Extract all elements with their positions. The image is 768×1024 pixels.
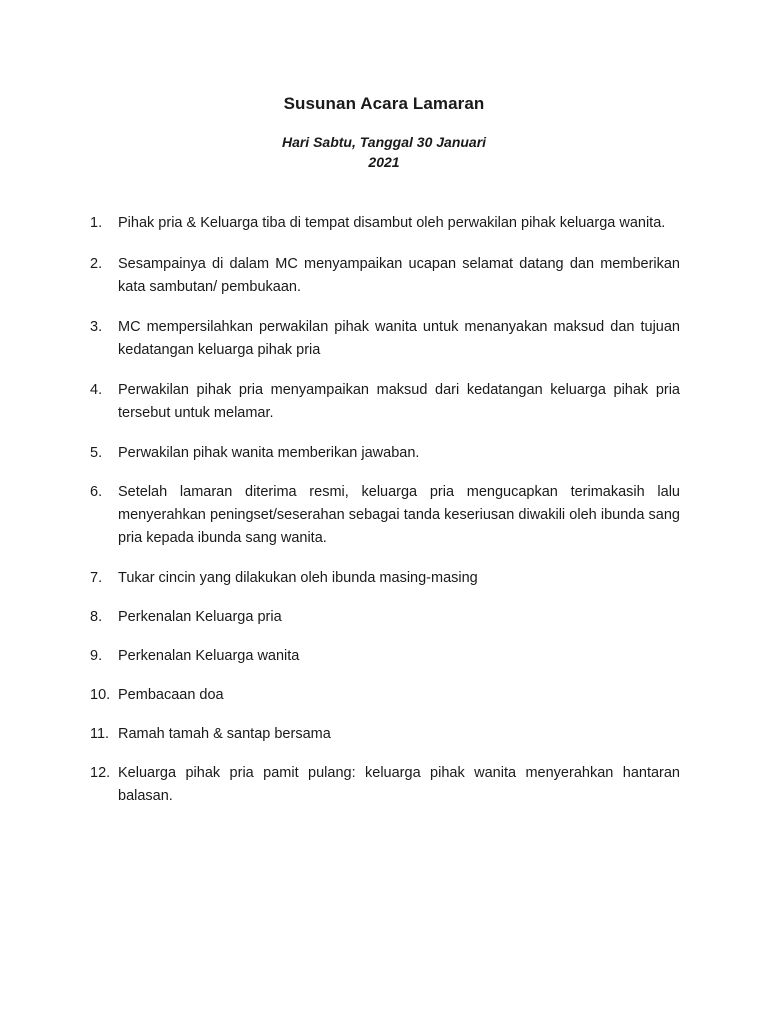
list-item-number: 1. [90,215,103,231]
subtitle-year-line: 2021 [368,154,400,170]
list-item-number: 5. [90,445,103,461]
list-item [90,212,680,235]
list-item-number: 3. [90,319,103,335]
list-item-text: Perwakilan pihak pria menyampaikan maksud dari kedatangan keluarga pihak pria tersebut untuk melamar. [118,382,680,421]
document-title: Susunan Acara Lamaran [283,94,485,113]
list-item-text: Ramah tamah & santap bersama [118,726,331,742]
list-item-text: Pembacaan doa [118,687,224,703]
list-item-number: 8. [90,609,103,625]
list-item-text: Pihak pria & Keluarga tiba di tempat disambut oleh perwakilan pihak keluarga wanita. [118,215,666,231]
list-item-number: 11. [90,726,110,742]
list-item [90,481,680,550]
list-item-number: 9. [90,648,103,664]
list-item-text: Sesampainya di dalam MC menyampaikan ucapan selamat datang dan memberikan kata sambutan/ pembukaan. [118,256,680,295]
list-item [90,645,680,668]
list-item-text: Perkenalan Keluarga pria [118,609,282,625]
agenda-list [90,212,680,808]
list-item [90,442,680,465]
list-item-text: Tukar cincin yang dilakukan oleh ibunda masing-masing [118,570,478,586]
list-item [90,567,680,590]
list-item-number: 7. [90,570,103,586]
list-item [90,606,680,629]
list-item [90,762,680,808]
list-item-number: 6. [90,484,103,500]
list-item [90,723,680,746]
list-item-number: 10. [90,687,111,703]
list-item-text: MC mempersilahkan perwakilan pihak wanita untuk menanyakan maksud dan tujuan kedatangan keluarga pihak pria [118,319,680,358]
list-item [90,253,680,299]
list-item-text: Setelah lamaran diterima resmi, keluarga pria mengucapkan terimakasih lalu menyerahkan peningset/seserahan sebagai tanda keseriusan diwakili oleh ibunda sang pria kepada ibunda sang wanita. [118,484,680,546]
list-item-number: 12. [90,765,111,781]
list-item-number: 2. [90,256,103,272]
list-item [90,684,680,707]
list-item [90,379,680,425]
list-item-text: Keluarga pihak pria pamit pulang: keluarga pihak wanita menyerahkan hantaran balasan. [118,765,680,804]
list-item-text: Perwakilan pihak wanita memberikan jawaban. [118,445,420,461]
document-subtitle [0,132,768,172]
list-item-text: Perkenalan Keluarga wanita [118,648,300,664]
list-item-number: 4. [90,382,103,398]
list-item [90,316,680,362]
subtitle-date-line: Hari Sabtu, Tanggal 30 Januari [281,134,487,150]
